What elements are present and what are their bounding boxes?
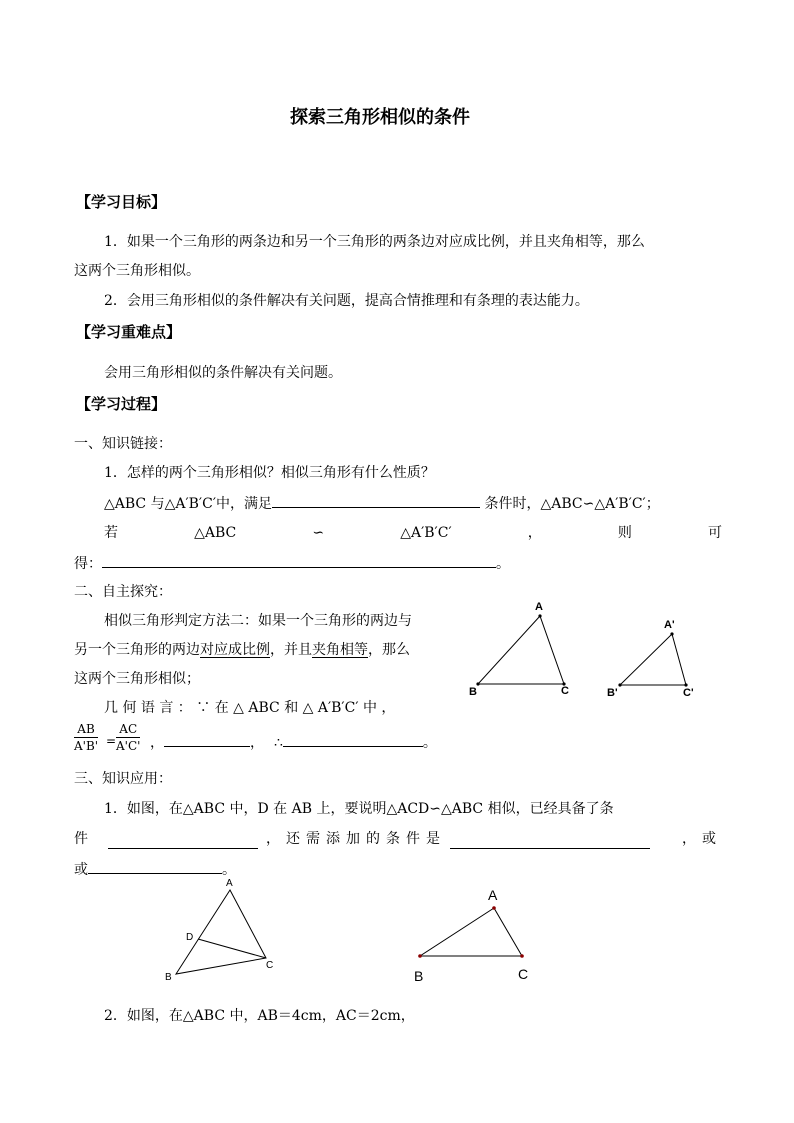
label-b: B (414, 968, 424, 984)
fraction-numerator: AB (74, 721, 98, 738)
part1-line4 (74, 553, 510, 574)
goal1-line2: 这两个三角形相似。 (74, 263, 200, 279)
part1-line3 (104, 523, 722, 543)
part3-q1-line2 (74, 829, 722, 849)
comma: ， (150, 735, 164, 751)
fraction-line-rest (150, 732, 437, 753)
line4-prefix: 得： (74, 556, 102, 572)
fraction-denominator: A'C' (116, 739, 141, 753)
label-c: C (561, 685, 569, 697)
method-line2 (74, 640, 410, 660)
method-text: ，并且 (270, 642, 312, 658)
label-a: A (226, 878, 233, 889)
label-c-prime: C' (683, 687, 694, 699)
answer-blank[interactable] (450, 834, 650, 849)
line3-word: ∽ (312, 525, 325, 541)
line4-suffix: 。 (496, 556, 510, 572)
fraction-ac (116, 721, 140, 754)
answer-blank[interactable] (272, 493, 480, 508)
therefore-symbol: ∴ (274, 735, 283, 751)
similar-triangles-figure (460, 596, 700, 704)
period: 。 (422, 735, 437, 751)
method-line3: 这两个三角形相似； (74, 671, 200, 687)
label-c: C (266, 960, 274, 971)
triangle-abc-2 (414, 887, 528, 984)
line3-word: △ABC (194, 525, 237, 541)
triangle-a-prime-b-prime-c-prime (607, 619, 694, 699)
triangle-abc-figure (406, 880, 546, 988)
label-b-prime: B' (607, 687, 618, 699)
part3-q1-line1: 1．如图，在△ABC 中，D 在 AB 上，要说明△ACD∽△ABC 相似，已经具备了条 (104, 801, 614, 817)
goal2: 2．会用三角形相似的条件解决有关问题，提高合情推理和有条理的表达能力。 (104, 293, 589, 309)
answer-blank[interactable] (88, 859, 222, 874)
line3-word: △A′B′C′ (400, 525, 452, 541)
answer-blank[interactable] (108, 834, 258, 849)
part1-line2 (104, 493, 660, 514)
line3-word: 若 (104, 525, 118, 541)
method-line1: 相似三角形判定方法二：如果一个三角形的两边与 (104, 613, 412, 629)
triangle-abc (469, 601, 569, 698)
answer-blank[interactable] (164, 732, 250, 747)
q1-text: ，还需添加的条件是 (266, 831, 446, 847)
part1-heading: 一、知识链接： (74, 436, 172, 452)
process-heading: 【学习过程】 (76, 395, 167, 413)
goals-heading: 【学习目标】 (76, 193, 167, 211)
part2-heading: 二、自主探究： (74, 584, 172, 600)
goal1-line1: 1．如果一个三角形的两条边和另一个三角形的两条边对应成比例，并且夹角相等，那么 (104, 234, 645, 250)
q1-text: 或 (74, 862, 88, 878)
q1-text: ，或 (682, 831, 722, 847)
triangle-acd (165, 878, 273, 983)
line3-word: 则 (617, 525, 632, 541)
line3-word: 可 (707, 525, 722, 541)
label-d: D (186, 932, 194, 943)
fraction-numerator: AC (116, 721, 140, 738)
geo-language-line: 几 何 语 言 ： ∵ 在 △ ABC 和 △ A′B′C′ 中 ， (104, 700, 396, 716)
q1-text: 。 (222, 862, 236, 878)
line2-suffix: 条件时，△ABC∽△A′B′C′； (484, 496, 660, 512)
part1-q1: 1．怎样的两个三角形相似？相似三角形有什么性质？ (104, 465, 435, 481)
underlined-term: 对应成比例 (200, 642, 270, 658)
answer-blank[interactable] (102, 553, 496, 568)
q1-text: 件 (74, 831, 88, 847)
line2-prefix: △ABC 与△A′B′C′中，满足 (104, 496, 272, 512)
part3-heading: 三、知识应用： (74, 771, 172, 787)
part3-q2: 2．如图，在△ABC 中，AB＝4cm，AC＝2cm， (104, 1008, 415, 1024)
equals-sign: = (106, 734, 117, 748)
triangle-abd-figure (156, 876, 286, 986)
label-a-prime: A' (664, 619, 675, 631)
answer-blank[interactable] (283, 732, 423, 747)
label-b: B (165, 972, 172, 983)
page-title: 探索三角形相似的条件 (290, 107, 470, 128)
fraction-ab (74, 721, 98, 754)
method-text: 另一个三角形的两边 (74, 642, 200, 658)
label-c: C (518, 966, 529, 982)
label-a: A (488, 887, 498, 903)
line3-word: ， (527, 525, 542, 541)
underlined-term: 夹角相等 (312, 642, 368, 658)
label-a: A (535, 601, 543, 613)
fraction-denominator: A'B' (74, 739, 99, 753)
key-text: 会用三角形相似的条件解决有关问题。 (104, 365, 342, 381)
comma: ， (250, 735, 264, 751)
label-b: B (469, 686, 477, 698)
method-text: ，那么 (368, 642, 410, 658)
key-heading: 【学习重难点】 (76, 323, 182, 341)
